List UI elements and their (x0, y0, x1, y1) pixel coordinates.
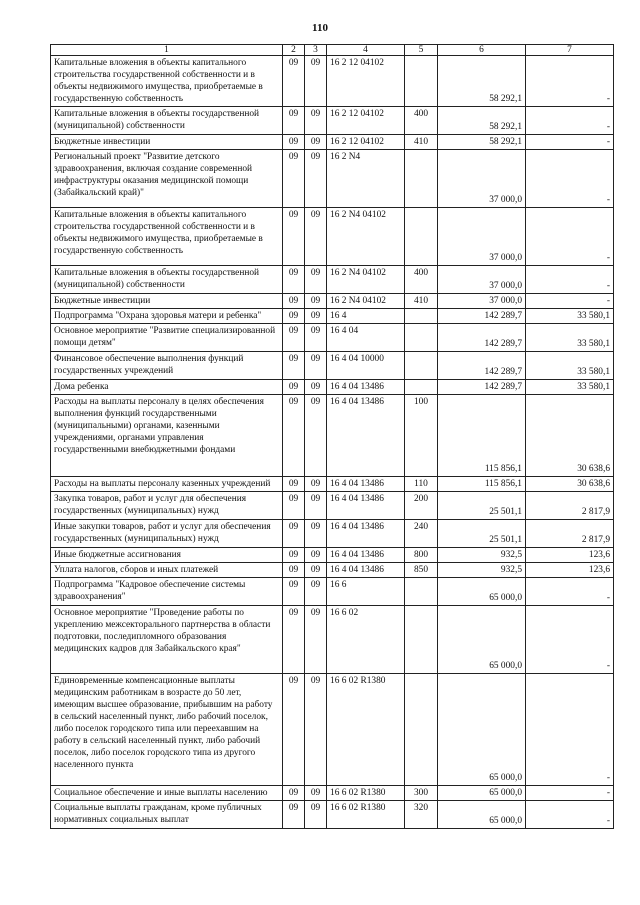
row-csr: 16 6 02 R1380 (327, 786, 405, 801)
row-pr: 09 (305, 380, 327, 395)
row-vr (405, 56, 438, 107)
row-pr: 09 (305, 135, 327, 150)
row-csr: 16 4 04 13486 (327, 380, 405, 395)
table-row (51, 107, 614, 135)
row-vr: 400 (405, 107, 438, 135)
row-csr: 16 6 02 (327, 606, 405, 674)
row-rz: 09 (283, 56, 305, 107)
row-amount-7: - (526, 606, 614, 674)
row-amount-7: 33 580,1 (526, 380, 614, 395)
row-csr: 16 4 04 13486 (327, 548, 405, 563)
row-pr: 09 (305, 578, 327, 606)
row-vr: 300 (405, 786, 438, 801)
row-amount-6: 65 000,0 (438, 674, 526, 786)
row-amount-6: 37 000,0 (438, 294, 526, 309)
row-pr: 09 (305, 606, 327, 674)
row-vr (405, 208, 438, 266)
row-vr: 800 (405, 548, 438, 563)
row-amount-7: - (526, 674, 614, 786)
table-row (51, 150, 614, 208)
row-amount-6: 142 289,7 (438, 324, 526, 352)
row-amount-7: 2 817,9 (526, 520, 614, 548)
row-csr: 16 4 04 13486 (327, 520, 405, 548)
row-amount-6: 115 856,1 (438, 477, 526, 492)
row-rz: 09 (283, 606, 305, 674)
row-amount-6: 142 289,7 (438, 352, 526, 380)
page-number: 110 (312, 22, 328, 34)
row-csr: 16 6 02 R1380 (327, 674, 405, 786)
row-name: Подпрограмма "Охрана здоровья матери и ребенка" (51, 309, 283, 324)
row-rz: 09 (283, 352, 305, 380)
row-vr (405, 380, 438, 395)
row-csr: 16 2 12 04102 (327, 56, 405, 107)
row-csr: 16 4 04 13486 (327, 563, 405, 578)
row-pr: 09 (305, 208, 327, 266)
row-csr: 16 2 N4 04102 (327, 294, 405, 309)
row-name: Капитальные вложения в объекты капитального строительства государственной собственности и в объекты недвижимого имущества, приобретаемые в государственную собственность (51, 208, 283, 266)
row-vr (405, 352, 438, 380)
row-vr: 410 (405, 135, 438, 150)
row-name: Единовременные компенсационные выплаты медицинским работникам в возрасте до 50 лет, имеющим высшее образование, прибывшим на работу в сельский населенный пункт, либо рабочий поселок, либо поселок городского типа или переехавшим на работу в сельский населенный пункт, либо рабочий поселок, либо поселок городского типа из другого населенного пункта (51, 674, 283, 786)
table-row (51, 520, 614, 548)
row-rz: 09 (283, 309, 305, 324)
header-col-1: 1 (51, 45, 283, 56)
row-rz: 09 (283, 294, 305, 309)
row-vr (405, 309, 438, 324)
row-amount-6: 58 292,1 (438, 107, 526, 135)
row-csr: 16 4 04 13486 (327, 477, 405, 492)
row-pr: 09 (305, 309, 327, 324)
row-pr: 09 (305, 520, 327, 548)
row-vr: 110 (405, 477, 438, 492)
row-amount-7: 30 638,6 (526, 477, 614, 492)
row-name: Социальные выплаты гражданам, кроме публичных нормативных социальных выплат (51, 801, 283, 829)
row-name: Капитальные вложения в объекты государственной (муниципальной) собственности (51, 107, 283, 135)
row-amount-7: - (526, 56, 614, 107)
table-row (51, 786, 614, 801)
row-pr: 09 (305, 107, 327, 135)
row-amount-6: 932,5 (438, 563, 526, 578)
table-row (51, 395, 614, 477)
row-pr: 09 (305, 674, 327, 786)
row-name: Подпрограмма "Кадровое обеспечение системы здравоохранения" (51, 578, 283, 606)
row-pr: 09 (305, 477, 327, 492)
row-csr: 16 6 02 R1380 (327, 801, 405, 829)
row-vr: 400 (405, 266, 438, 294)
row-csr: 16 2 N4 04102 (327, 208, 405, 266)
row-rz: 09 (283, 786, 305, 801)
row-amount-6: 25 501,1 (438, 492, 526, 520)
row-name: Дома ребенка (51, 380, 283, 395)
row-name: Уплата налогов, сборов и иных платежей (51, 563, 283, 578)
row-amount-6: 65 000,0 (438, 578, 526, 606)
row-csr: 16 6 (327, 578, 405, 606)
row-name: Бюджетные инвестиции (51, 135, 283, 150)
row-pr: 09 (305, 786, 327, 801)
row-amount-6: 25 501,1 (438, 520, 526, 548)
row-rz: 09 (283, 520, 305, 548)
table-row (51, 477, 614, 492)
row-amount-7: - (526, 294, 614, 309)
row-amount-6: 932,5 (438, 548, 526, 563)
row-pr: 09 (305, 56, 327, 107)
row-amount-6: 65 000,0 (438, 801, 526, 829)
table-row (51, 674, 614, 786)
table-row (51, 380, 614, 395)
row-rz: 09 (283, 324, 305, 352)
header-col-2: 2 (283, 45, 305, 56)
header-col-6: 6 (438, 45, 526, 56)
row-name: Финансовое обеспечение выполнения функций государственных учреждений (51, 352, 283, 380)
row-vr (405, 674, 438, 786)
row-rz: 09 (283, 801, 305, 829)
row-name: Закупка товаров, работ и услуг для обеспечения государственных (муниципальных) нужд (51, 492, 283, 520)
row-amount-7: - (526, 786, 614, 801)
table-row (51, 492, 614, 520)
row-rz: 09 (283, 135, 305, 150)
row-rz: 09 (283, 150, 305, 208)
row-vr: 200 (405, 492, 438, 520)
row-amount-7: 30 638,6 (526, 395, 614, 477)
row-name: Основное мероприятие "Развитие специализированной помощи детям" (51, 324, 283, 352)
header-col-7: 7 (526, 45, 614, 56)
row-amount-7: - (526, 135, 614, 150)
row-csr: 16 4 04 13486 (327, 395, 405, 477)
row-rz: 09 (283, 380, 305, 395)
row-rz: 09 (283, 492, 305, 520)
table-row (51, 352, 614, 380)
row-rz: 09 (283, 563, 305, 578)
row-name: Основное мероприятие "Проведение работы по укреплению межсекторального партнерства в области подготовки, последипломного образования медицинских кадров для Забайкальского края" (51, 606, 283, 674)
row-amount-6: 65 000,0 (438, 786, 526, 801)
row-vr (405, 324, 438, 352)
row-name: Капитальные вложения в объекты капитального строительства государственной собственности и в объекты недвижимого имущества, приобретаемые в государственную собственность (51, 56, 283, 107)
header-col-3: 3 (305, 45, 327, 56)
row-name: Бюджетные инвестиции (51, 294, 283, 309)
row-pr: 09 (305, 352, 327, 380)
row-csr: 16 2 N4 04102 (327, 266, 405, 294)
row-amount-6: 58 292,1 (438, 135, 526, 150)
row-name: Расходы на выплаты персоналу казенных учреждений (51, 477, 283, 492)
row-name: Капитальные вложения в объекты государственной (муниципальной) собственности (51, 266, 283, 294)
row-csr: 16 4 (327, 309, 405, 324)
table-row (51, 208, 614, 266)
row-amount-7: 33 580,1 (526, 309, 614, 324)
row-csr: 16 4 04 (327, 324, 405, 352)
table-row (51, 266, 614, 294)
table-row (51, 135, 614, 150)
row-vr (405, 150, 438, 208)
row-rz: 09 (283, 266, 305, 294)
table-row (51, 324, 614, 352)
row-vr: 410 (405, 294, 438, 309)
table-row (51, 548, 614, 563)
table-row (51, 606, 614, 674)
row-rz: 09 (283, 578, 305, 606)
row-amount-6: 142 289,7 (438, 309, 526, 324)
row-amount-7: 123,6 (526, 563, 614, 578)
row-pr: 09 (305, 395, 327, 477)
row-amount-6: 37 000,0 (438, 150, 526, 208)
table-row (51, 801, 614, 829)
header-col-4: 4 (327, 45, 405, 56)
row-csr: 16 4 04 10000 (327, 352, 405, 380)
row-amount-7: 2 817,9 (526, 492, 614, 520)
row-pr: 09 (305, 492, 327, 520)
row-pr: 09 (305, 548, 327, 563)
header-row (51, 45, 614, 56)
row-csr: 16 2 12 04102 (327, 135, 405, 150)
row-vr (405, 578, 438, 606)
row-rz: 09 (283, 208, 305, 266)
row-rz: 09 (283, 477, 305, 492)
row-csr: 16 2 12 04102 (327, 107, 405, 135)
row-csr: 16 4 04 13486 (327, 492, 405, 520)
row-name: Расходы на выплаты персоналу в целях обеспечения выполнения функций государственными (муниципальными) органами, казенными учреждениями, органами управления государственными внебюджетными фондами (51, 395, 283, 477)
row-amount-7: - (526, 801, 614, 829)
row-amount-7: 33 580,1 (526, 324, 614, 352)
table-row (51, 563, 614, 578)
row-vr: 100 (405, 395, 438, 477)
row-name: Иные бюджетные ассигнования (51, 548, 283, 563)
row-rz: 09 (283, 395, 305, 477)
row-vr: 850 (405, 563, 438, 578)
row-amount-7: - (526, 266, 614, 294)
row-amount-6: 37 000,0 (438, 266, 526, 294)
row-name: Региональный проект "Развитие детского здравоохранения, включая создание современной инфраструктуры оказания медицинской помощи (Забайкальский край)" (51, 150, 283, 208)
row-rz: 09 (283, 107, 305, 135)
row-csr: 16 2 N4 (327, 150, 405, 208)
row-amount-6: 65 000,0 (438, 606, 526, 674)
row-pr: 09 (305, 150, 327, 208)
row-amount-6: 115 856,1 (438, 395, 526, 477)
table-row (51, 56, 614, 107)
budget-table (50, 44, 614, 829)
row-amount-6: 37 000,0 (438, 208, 526, 266)
row-amount-7: - (526, 208, 614, 266)
row-amount-7: - (526, 107, 614, 135)
row-amount-7: - (526, 578, 614, 606)
row-amount-7: 123,6 (526, 548, 614, 563)
row-name: Социальное обеспечение и иные выплаты населению (51, 786, 283, 801)
row-vr (405, 606, 438, 674)
row-pr: 09 (305, 266, 327, 294)
row-vr: 320 (405, 801, 438, 829)
row-amount-6: 58 292,1 (438, 56, 526, 107)
row-amount-6: 142 289,7 (438, 380, 526, 395)
row-pr: 09 (305, 563, 327, 578)
table-row (51, 578, 614, 606)
row-rz: 09 (283, 548, 305, 563)
row-vr: 240 (405, 520, 438, 548)
row-name: Иные закупки товаров, работ и услуг для обеспечения государственных (муниципальных) нужд (51, 520, 283, 548)
row-amount-7: 33 580,1 (526, 352, 614, 380)
row-pr: 09 (305, 801, 327, 829)
header-col-5: 5 (405, 45, 438, 56)
row-pr: 09 (305, 324, 327, 352)
table-row (51, 294, 614, 309)
row-rz: 09 (283, 674, 305, 786)
row-pr: 09 (305, 294, 327, 309)
row-amount-7: - (526, 150, 614, 208)
table-row (51, 309, 614, 324)
